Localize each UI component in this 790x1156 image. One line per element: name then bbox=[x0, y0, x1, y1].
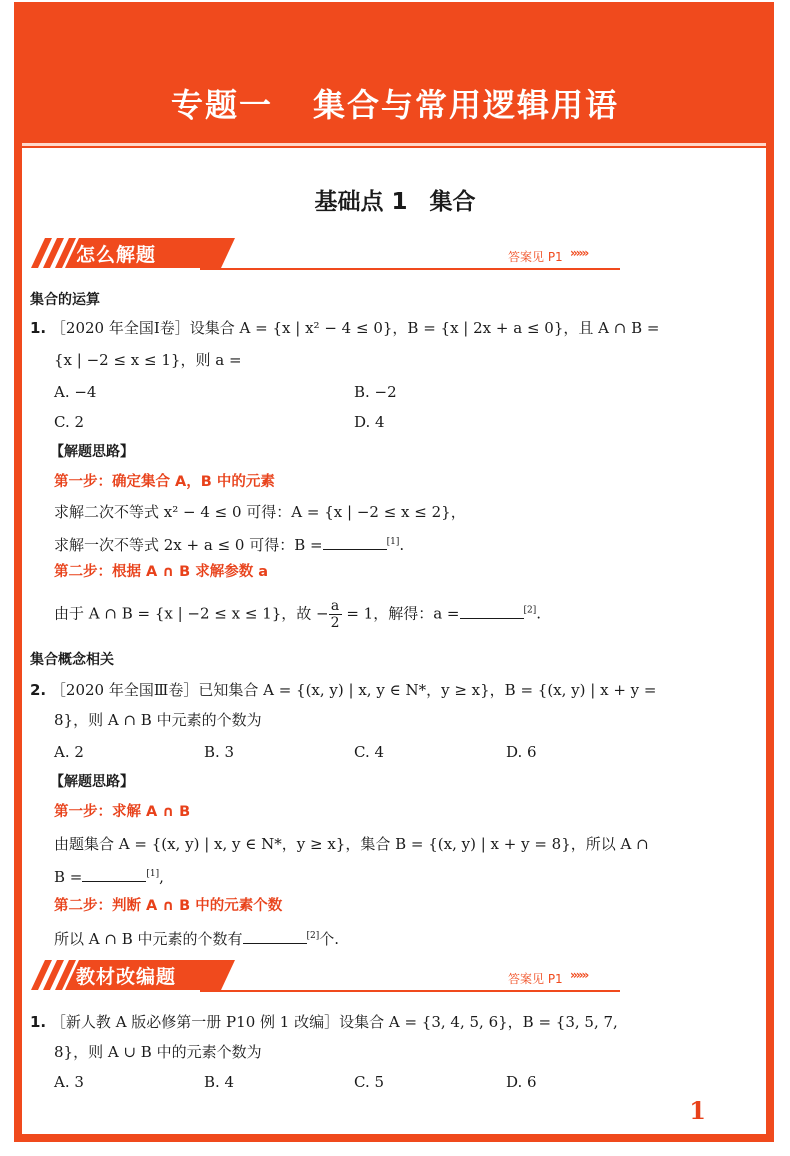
answer-reference: 答案见 P1 bbox=[508, 250, 563, 264]
answer-reference: 答案见 P1 bbox=[508, 972, 563, 986]
option-b: B. 4 bbox=[204, 1073, 235, 1091]
step-text: 求解一次不等式 2x + a ≤ 0 可得：B = bbox=[54, 536, 323, 554]
question-1 bbox=[30, 318, 659, 338]
step-text: B = bbox=[54, 868, 83, 886]
option-c: C. 4 bbox=[354, 743, 385, 761]
question-text: ［2020 年全国Ⅲ卷］已知集合 A = {(x, y) | x, y ∈ N*，y ≥ x}，B = {(x, y) | x + y = bbox=[50, 681, 657, 699]
question-text-cont: 8}，则 A ∩ B 中元素的个数为 bbox=[54, 711, 262, 729]
section-title bbox=[0, 183, 790, 216]
option-b: B. 3 bbox=[204, 743, 235, 761]
blank-marker: [2] bbox=[306, 931, 320, 941]
option-a: A. −4 bbox=[54, 383, 97, 401]
option-b: B. −2 bbox=[354, 383, 397, 401]
step-one-heading: 第一步：求解 A ∩ B bbox=[54, 804, 191, 820]
header-rule bbox=[200, 268, 620, 270]
step-text-with-blank: B = [1], bbox=[54, 868, 164, 886]
section-header-how-to-solve bbox=[30, 236, 600, 270]
question-number: 1. bbox=[30, 319, 47, 337]
chapter-title-part2: 集合与常用逻辑用语 bbox=[313, 86, 620, 124]
option-a: A. 3 bbox=[54, 1073, 84, 1091]
chapter-title-part1: 专题一 bbox=[170, 86, 273, 124]
fraction-denominator: 2 bbox=[330, 615, 340, 631]
question-3 bbox=[30, 1012, 618, 1032]
question-number: 2. bbox=[30, 681, 47, 699]
question-number: 1. bbox=[30, 1013, 47, 1031]
fraction bbox=[329, 598, 342, 631]
question-text-cont: {x | −2 ≤ x ≤ 1}，则 a = bbox=[54, 351, 242, 369]
solution-idea-label: 【解题思路】 bbox=[50, 444, 134, 460]
step-text-with-blank: 求解一次不等式 2x + a ≤ 0 可得：B = [1]. bbox=[54, 536, 405, 554]
step-text-with-fraction: 由于 A ∩ B = {x | −2 ≤ x ≤ 1}，故 − $\frac{a}{2}$ = 1，解得：a = [2]. bbox=[54, 598, 542, 631]
fraction-numerator: a bbox=[329, 598, 342, 615]
option-c: C. 5 bbox=[354, 1073, 385, 1091]
question-text: ［新人教 A 版必修第一册 P10 例 1 改编］设集合 A = {3, 4, 5, 6}，B = {3, 5, 7, bbox=[50, 1013, 618, 1031]
answer-blank bbox=[323, 535, 387, 550]
step-one-heading: 第一步：确定集合 A，B 中的元素 bbox=[54, 474, 275, 490]
chapter-title bbox=[0, 80, 790, 126]
step-text: 由题集合 A = {(x, y) | x, y ∈ N*，y ≥ x}，集合 B = {(x, y) | x + y = 8}，所以 A ∩ bbox=[54, 835, 649, 853]
question-text-cont: 8}，则 A ∪ B 中的元素个数为 bbox=[54, 1043, 262, 1061]
solution-idea-label: 【解题思路】 bbox=[50, 774, 134, 790]
answer-blank bbox=[460, 604, 524, 619]
banner-divider bbox=[22, 143, 766, 146]
page-number: 1 bbox=[689, 1096, 706, 1125]
subtopic-heading: 集合的运算 bbox=[30, 292, 100, 308]
step-text: 由于 A ∩ B = {x | −2 ≤ x ≤ 1}，故 − bbox=[54, 604, 329, 623]
blank-marker: [2] bbox=[523, 605, 537, 616]
option-a: A. 2 bbox=[54, 743, 84, 761]
step-two-heading: 第二步：根据 A ∩ B 求解参数 a bbox=[54, 564, 269, 580]
header-label: 教材改编题 bbox=[76, 966, 177, 988]
option-c: C. 2 bbox=[54, 413, 85, 431]
step-text: 求解二次不等式 x² − 4 ≤ 0 可得：A = {x | −2 ≤ x ≤ 2}， bbox=[54, 503, 466, 521]
question-text: ［2020 年全国Ⅰ卷］设集合 A = {x | x² − 4 ≤ 0}，B = {x | 2x + a ≤ 0}，且 A ∩ B = bbox=[50, 319, 660, 337]
blank-marker: [1] bbox=[146, 869, 160, 879]
header-label: 怎么解题 bbox=[76, 244, 157, 266]
option-d: D. 6 bbox=[506, 743, 537, 761]
section-header-textbook-adapted bbox=[30, 958, 600, 992]
blank-marker: [1] bbox=[386, 537, 400, 547]
step-text: 个. bbox=[319, 930, 340, 948]
header-rule bbox=[200, 990, 620, 992]
arrows-icon: »»» bbox=[570, 968, 588, 982]
answer-blank bbox=[82, 867, 146, 882]
arrows-icon: »»» bbox=[570, 246, 588, 260]
question-2 bbox=[30, 680, 656, 700]
answer-blank bbox=[243, 929, 307, 944]
step-two-heading: 第二步：判断 A ∩ B 中的元素个数 bbox=[54, 898, 283, 914]
option-d: D. 6 bbox=[506, 1073, 537, 1091]
subtopic-heading: 集合概念相关 bbox=[30, 652, 114, 668]
option-d: D. 4 bbox=[354, 413, 385, 431]
step-text: = 1，解得：a = bbox=[341, 604, 460, 623]
section-title-part1: 基础点 1 bbox=[314, 189, 408, 215]
section-title-part2: 集合 bbox=[429, 189, 476, 215]
step-text-with-blank bbox=[54, 926, 339, 949]
step-text: 所以 A ∩ B 中元素的个数有 bbox=[54, 930, 243, 948]
